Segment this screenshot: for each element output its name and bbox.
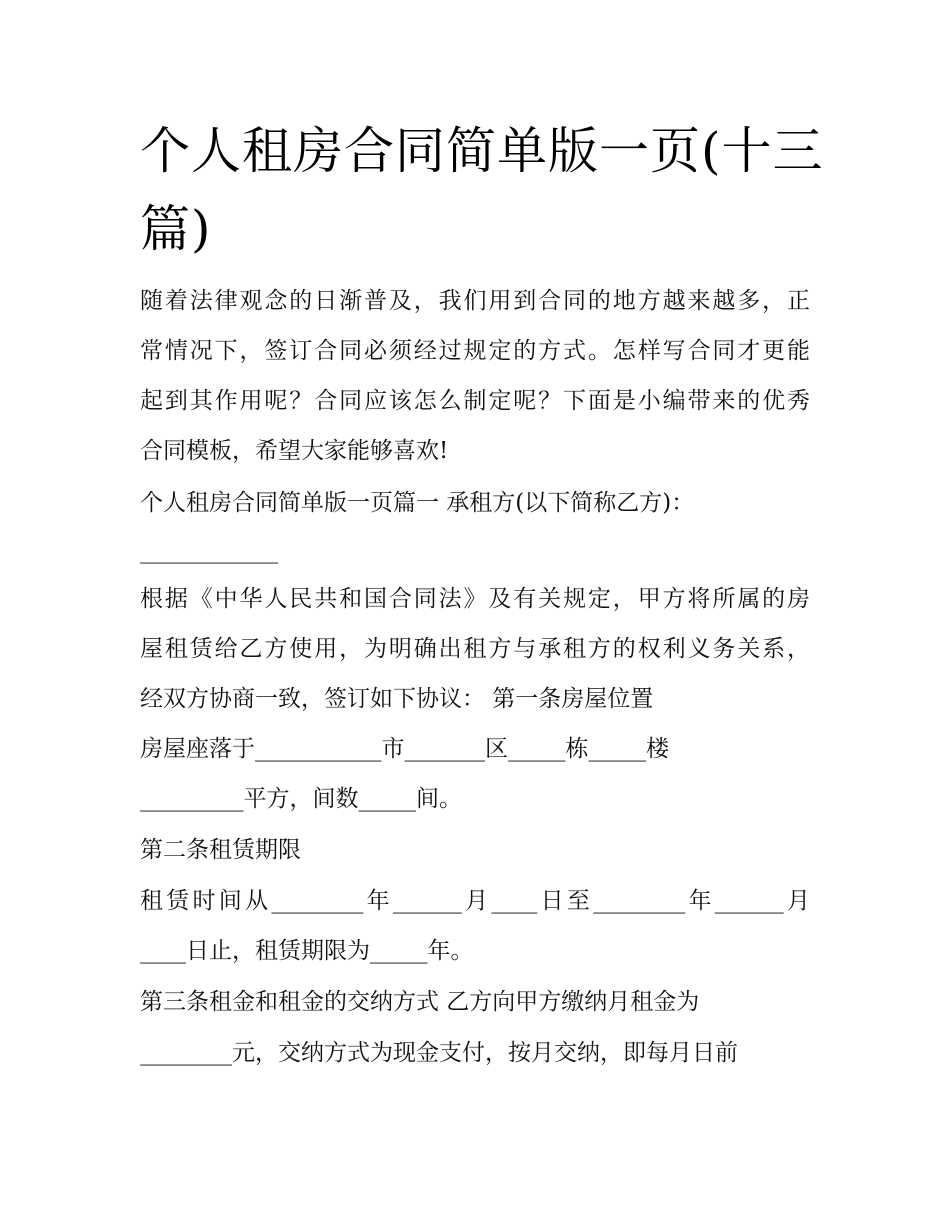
blank-line: ____________ [140, 538, 278, 564]
paragraph-line: 根据《中华人民共和国合同法》及有关规定，甲方将所属的房 [140, 586, 810, 612]
paragraph-line: 起到其作用呢？合同应该怎么制定呢？下面是小编带来的优秀 [140, 388, 810, 414]
paragraph-line: 个人租房合同简单版一页篇一 承租方(以下简称乙方)： [140, 490, 695, 516]
paragraph-line: 随着法律观念的日渐普及，我们用到合同的地方越来越多，正 [140, 288, 810, 314]
paragraph-line: 第三条租金和租金的交纳方式 乙方向甲方缴纳月租金为 [140, 989, 700, 1015]
paragraph-line: 经双方协商一致，签订如下协议： 第一条房屋位置 [140, 686, 654, 712]
paragraph-line: 常情况下，签订合同必须经过规定的方式。怎样写合同才更能 [140, 338, 810, 364]
paragraph-line: _________平方，间数_____间。 [140, 786, 462, 812]
paragraph-line: 租赁时间从________年______月____日至________年______月 [140, 888, 810, 914]
paragraph-line: 屋租赁给乙方使用，为明确出租方与承租方的权利义务关系， [140, 636, 810, 662]
document-title: 个人租房合同简单版一页(十三篇) [140, 122, 824, 258]
paragraph-line: ____日止，租赁期限为_____年。 [140, 938, 474, 964]
paragraph-line: 合同模板，希望大家能够喜欢! [140, 438, 449, 464]
paragraph-line: 房屋座落于___________市_______区_____栋_____楼 [140, 736, 669, 762]
paragraph-line: ________元，交纳方式为现金支付，按月交纳，即每月日前 [140, 1040, 738, 1066]
section-heading: 第二条租赁期限 [140, 837, 301, 863]
